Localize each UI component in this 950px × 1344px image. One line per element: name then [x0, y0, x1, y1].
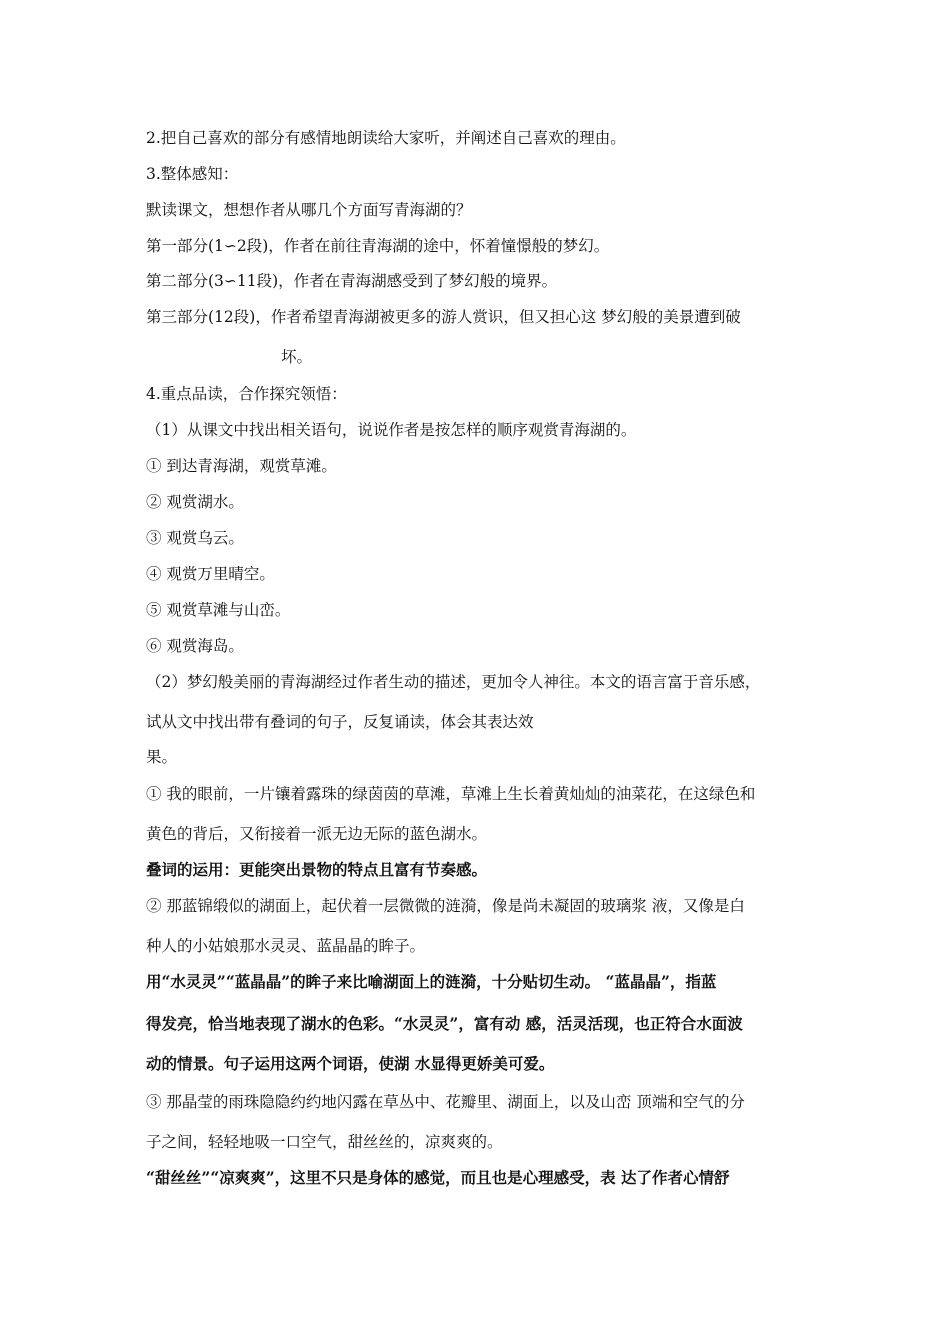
text-line-3: 默读课文，想想作者从哪几个方面写青海湖的？	[146, 201, 472, 219]
text-line-14: ⑤ 观赏草滩与山峦。	[146, 601, 291, 619]
text-line-1: 2.把自己喜欢的部分有感情地朗读给大家听，并阐述自己喜欢的理由。	[146, 129, 626, 147]
text-line-28: 子之间，轻轻地吸一口空气，甜丝丝的，凉爽爽的。	[146, 1133, 503, 1151]
text-line-7: 坏。	[281, 348, 313, 366]
text-line-12: ③ 观赏乌云。	[146, 529, 244, 547]
text-line-21: 叠词的运用：更能突出景物的特点且富有节奏感。	[146, 860, 488, 879]
text-line-23: 种人的小姑娘那水灵灵、蓝晶晶的眸子。	[146, 937, 426, 955]
text-line-16: （2）梦幻般美丽的青海湖经过作者生动的描述，更加令人神往。本文的语言富于音乐感，	[146, 673, 761, 691]
text-line-15: ⑥ 观赏海岛。	[146, 637, 244, 655]
text-line-20: 黄色的背后，又衔接着一派无边无际的蓝色湖水。	[146, 825, 488, 843]
text-line-19: ① 我的眼前，一片镶着露珠的绿茵茵的草滩，草滩上生长着黄灿灿的油菜花，在这绿色和	[146, 785, 756, 803]
text-line-17: 试从文中找出带有叠词的句子，反复诵读，体会其表达效	[146, 713, 534, 731]
text-line-29: “甜丝丝”“凉爽爽”，这里不只是身体的感觉，而且也是心理感受，表 达了作者心情舒	[146, 1168, 730, 1187]
text-line-18: 果。	[146, 748, 178, 766]
text-line-27: ③ 那晶莹的雨珠隐隐约约地闪露在草丛中、花瓣里、湖面上，以及山峦 顶端和空气的分	[146, 1093, 745, 1111]
text-line-4: 第一部分(1∽2段)，作者在前往青海湖的途中，怀着憧憬般的梦幻。	[146, 237, 610, 255]
text-line-11: ② 观赏湖水。	[146, 493, 244, 511]
text-line-22: ② 那蓝锦缎似的湖面上，起伏着一层微微的涟漪，像是尚未凝固的玻璃浆 液，又像是白	[146, 897, 745, 915]
text-line-24: 用“水灵灵”“蓝晶晶”的眸子来比喻湖面上的涟漪，十分贴切生动。 “蓝晶晶”，指蓝	[146, 972, 717, 991]
text-line-6: 第三部分(12段)，作者希望青海湖被更多的游人赏识，但又担心这 梦幻般的美景遭到破	[146, 308, 741, 326]
text-line-9: （1）从课文中找出相关语句，说说作者是按怎样的顺序观赏青海湖的。	[146, 421, 637, 439]
text-line-5: 第二部分(3∽11段)，作者在青海湖感受到了梦幻般的境界。	[146, 272, 558, 290]
text-line-26: 动的情景。句子运用这两个词语，使湖 水显得更娇美可爱。	[146, 1054, 555, 1073]
text-line-8: 4.重点品读，合作探究领悟：	[146, 385, 347, 403]
text-line-10: ① 到达青海湖，观赏草滩。	[146, 457, 337, 475]
text-line-2: 3.整体感知：	[146, 165, 239, 183]
text-line-13: ④ 观赏万里晴空。	[146, 565, 275, 583]
text-line-25: 得发亮，恰当地表现了湖水的色彩。“水灵灵”，富有动 感，活灵活现，也正符合水面波	[146, 1014, 743, 1033]
